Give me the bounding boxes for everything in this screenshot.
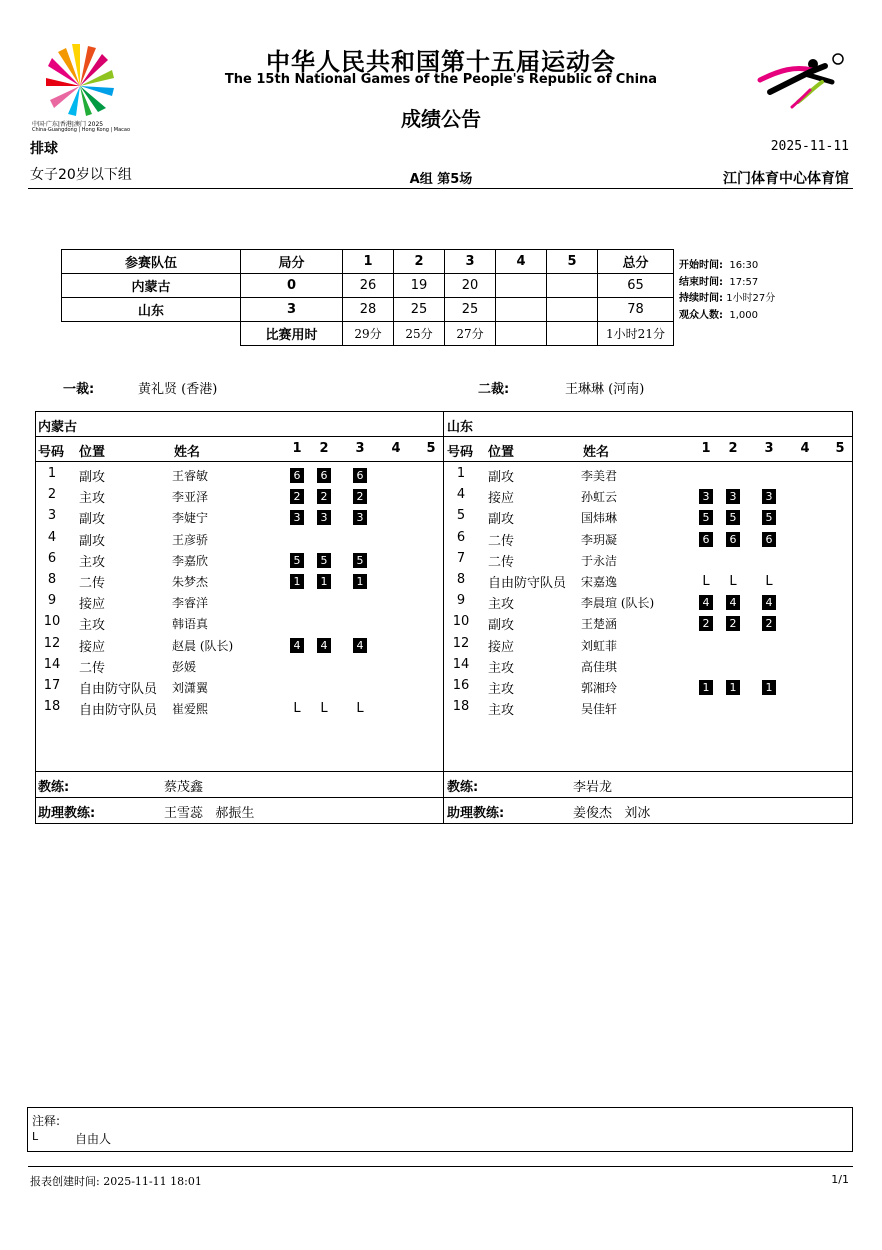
- footer-divider: [28, 1166, 853, 1167]
- starting-position-badge: 3: [726, 489, 740, 504]
- second-referee: 王琳琳 (河南): [565, 382, 645, 397]
- starting-position-badge: 2: [726, 616, 740, 631]
- player-number: 12: [452, 635, 470, 651]
- player-number: 8: [456, 572, 466, 587]
- player-name: 宋嘉逸: [581, 575, 618, 589]
- audience-count: 观众人数: 1,000: [679, 309, 758, 321]
- score-set-4: [496, 298, 547, 322]
- player-position: 副攻: [79, 470, 106, 485]
- starting-position-badge: 3: [290, 510, 304, 525]
- player-number: 7: [456, 550, 466, 566]
- event-category: 女子20岁以下组: [30, 167, 132, 183]
- player-position: 主攻: [488, 597, 515, 613]
- header-set-1: 1: [343, 250, 394, 274]
- player-number: 17: [43, 678, 61, 693]
- starting-position-badge: 1: [353, 574, 367, 589]
- starting-position-badge: 4: [726, 595, 740, 610]
- player-position: 副攻: [79, 533, 106, 549]
- libero-mark: L: [765, 574, 773, 589]
- player-name: 朱梦杰: [172, 575, 209, 589]
- player-position: 二传: [79, 660, 106, 676]
- starting-position-badge: 1: [726, 680, 740, 695]
- player-number: 18: [452, 699, 470, 715]
- score-set-3: 25: [445, 298, 496, 322]
- header-divider: [28, 188, 853, 189]
- header-team: 参赛队伍: [62, 250, 241, 274]
- player-position: 接应: [79, 597, 106, 613]
- starting-position-badge: 5: [726, 510, 740, 525]
- starting-position-badge: 3: [699, 489, 713, 504]
- starting-position-badge: 6: [699, 532, 713, 547]
- starting-position-badge: 1: [699, 680, 713, 695]
- starting-position-badge: 3: [317, 510, 331, 525]
- page-number: 1/1: [831, 1173, 849, 1186]
- header-set-2: 2: [394, 250, 445, 274]
- starting-position-badge: 5: [317, 553, 331, 568]
- logo-caption-en: China·Guangdong | Hong Kong | Macao: [32, 127, 131, 133]
- starting-position-badge: 6: [290, 468, 304, 483]
- starting-position-badge: 4: [317, 638, 331, 653]
- player-position: 自由防守队员: [79, 703, 158, 719]
- score-table: [61, 249, 674, 346]
- starting-position-badge: 4: [353, 638, 367, 653]
- roster-team-name: 内蒙古: [38, 420, 78, 435]
- starting-position-badge: 4: [762, 595, 776, 610]
- coach-name: 蔡茂鑫: [164, 780, 204, 795]
- player-position: 自由防守队员: [79, 682, 158, 697]
- player-position: 自由防守队员: [488, 576, 567, 591]
- first-referee: 黄礼贤 (香港): [138, 382, 218, 397]
- coach-label: 教练:: [38, 780, 70, 795]
- starting-position-badge: 6: [762, 532, 776, 547]
- starting-position-badge: 1: [317, 574, 331, 589]
- duration-row: [62, 322, 674, 346]
- starting-position-badge: 5: [762, 510, 776, 525]
- player-position: 副攻: [488, 618, 515, 634]
- assistant-coach-label: 助理教练:: [447, 806, 505, 821]
- score-set-3: 20: [445, 274, 496, 298]
- duration-set-1: 29分: [343, 322, 394, 346]
- header-set-5: 5: [835, 441, 845, 456]
- player-number: 4: [456, 487, 466, 503]
- player-position: 接应: [488, 491, 515, 507]
- roster-header-divider: [35, 461, 852, 462]
- player-number: 1: [47, 466, 57, 481]
- player-name: 韩语真: [172, 617, 209, 632]
- match-duration: 持续时间: 1小时27分: [679, 293, 776, 304]
- header-set-3: 3: [764, 441, 774, 456]
- player-name: 吴佳轩: [581, 702, 618, 717]
- player-name: 李嘉欣: [172, 553, 209, 568]
- libero-mark: L: [293, 701, 301, 717]
- roster-coach-divider: [35, 771, 852, 772]
- venue-name: 江门体育中心体育馆: [723, 171, 849, 187]
- score-set-2: 25: [394, 298, 445, 322]
- header-pos: 位置: [488, 445, 515, 460]
- notes-code: L: [32, 1130, 39, 1143]
- libero-mark: L: [702, 574, 710, 589]
- player-name: 刘潇翼: [172, 681, 209, 695]
- player-number: 10: [43, 614, 61, 630]
- starting-position-badge: 3: [762, 489, 776, 504]
- header-set-5: 5: [547, 250, 598, 274]
- starting-position-badge: 6: [726, 532, 740, 547]
- player-position: 主攻: [488, 660, 515, 676]
- duration-total: 1小时21分: [598, 322, 674, 346]
- starting-position-badge: 4: [699, 595, 713, 610]
- player-number: 3: [47, 508, 57, 524]
- group-match: A组 第5场: [409, 172, 473, 187]
- header-pos: 位置: [79, 445, 106, 460]
- header-total: 总分: [598, 250, 674, 274]
- roster-middle-divider: [443, 411, 444, 823]
- score-total: 78: [598, 298, 674, 322]
- header-name: 姓名: [174, 445, 201, 460]
- assistant-coach-label: 助理教练:: [38, 806, 96, 821]
- score-header-row: [62, 250, 674, 274]
- games-title-cn: 中华人民共和国第十五届运动会: [266, 48, 616, 76]
- player-position: 主攻: [488, 703, 515, 719]
- header-name: 姓名: [583, 445, 610, 460]
- score-set-5: [547, 274, 598, 298]
- roster-assistant-divider: [35, 797, 852, 798]
- player-name: 王彦骄: [172, 532, 209, 547]
- duration-set-4: [496, 322, 547, 346]
- sport-name: 排球: [30, 141, 58, 157]
- player-name: 李亚泽: [172, 490, 209, 505]
- header-sets: 局分: [241, 250, 343, 274]
- header-set-2: 2: [319, 441, 329, 456]
- player-position: 主攻: [79, 618, 106, 634]
- coach-name: 李岩龙: [573, 780, 613, 795]
- score-total: 65: [598, 274, 674, 298]
- roster-teamname-divider: [35, 436, 852, 437]
- match-date: 2025-11-11: [770, 139, 849, 154]
- starting-position-badge: 1: [762, 680, 776, 695]
- libero-mark: L: [320, 701, 328, 717]
- player-number: 5: [456, 508, 466, 524]
- player-number: 8: [47, 572, 57, 587]
- player-name: 李睿洋: [172, 596, 209, 611]
- header-set-3: 3: [355, 441, 365, 456]
- player-position: 副攻: [488, 470, 515, 485]
- player-number: 12: [43, 635, 61, 651]
- player-position: 副攻: [79, 512, 106, 528]
- player-name: 李婕宁: [172, 511, 209, 526]
- player-number: 14: [452, 656, 470, 672]
- player-name: 李玥凝: [581, 532, 618, 547]
- starting-position-badge: 1: [290, 574, 304, 589]
- starting-position-badge: 3: [353, 510, 367, 525]
- score-sets-won: 3: [241, 298, 343, 322]
- logo-caption: 中国·广东|香港|澳门 2025: [32, 121, 104, 128]
- score-row-team-a: [62, 274, 674, 298]
- player-number: 16: [452, 678, 470, 693]
- notes-box: [27, 1107, 853, 1152]
- header-set-2: 2: [728, 441, 738, 456]
- player-number: 6: [456, 529, 466, 545]
- games-title-en: The 15th National Games of the People's Republic of China: [224, 72, 658, 87]
- assistant-coach-names: 姜俊杰 刘冰: [573, 806, 651, 821]
- header-set-3: 3: [445, 250, 496, 274]
- score-set-5: [547, 298, 598, 322]
- header-set-1: 1: [701, 441, 711, 456]
- player-number: 18: [43, 699, 61, 715]
- player-number: 4: [47, 529, 57, 545]
- starting-position-badge: 2: [290, 489, 304, 504]
- player-name: 赵晨 (队长): [172, 638, 234, 653]
- starting-position-badge: 2: [699, 616, 713, 631]
- score-set-4: [496, 274, 547, 298]
- score-row-team-b: [62, 298, 674, 322]
- player-position: 主攻: [488, 682, 515, 697]
- libero-mark: L: [356, 701, 364, 717]
- player-name: 彭媛: [172, 659, 197, 674]
- roster-team-name: 山东: [447, 420, 474, 435]
- player-number: 2: [47, 487, 57, 503]
- starting-position-badge: 4: [290, 638, 304, 653]
- score-set-1: 26: [343, 274, 394, 298]
- duration-spacer: [62, 322, 241, 346]
- starting-position-badge: 5: [290, 553, 304, 568]
- header-set-4: 4: [800, 441, 810, 456]
- duration-set-2: 25分: [394, 322, 445, 346]
- starting-position-badge: 5: [353, 553, 367, 568]
- starting-position-badge: 2: [762, 616, 776, 631]
- coach-label: 教练:: [447, 780, 479, 795]
- score-sets-won: 0: [241, 274, 343, 298]
- player-name: 孙虹云: [581, 490, 618, 505]
- player-name: 王楚涵: [581, 617, 618, 632]
- timing-info: [679, 258, 775, 324]
- start-time: 开始时间: 16:30: [679, 260, 759, 271]
- player-number: 10: [452, 614, 470, 630]
- end-time: 结束时间: 17:57: [679, 276, 759, 288]
- score-team-name: 内蒙古: [62, 274, 241, 298]
- starting-position-badge: 6: [353, 468, 367, 483]
- assistant-coach-names: 王雪蕊 郝振生: [164, 806, 255, 821]
- player-number: 6: [47, 550, 57, 566]
- player-name: 崔爱熙: [172, 702, 209, 717]
- report-created-time: 报表创建时间: 2025-11-11 18:01: [30, 1175, 202, 1188]
- player-position: 二传: [488, 554, 515, 570]
- player-position: 接应: [488, 639, 515, 655]
- player-name: 李美君: [581, 469, 618, 483]
- starting-position-badge: 5: [699, 510, 713, 525]
- player-name: 王睿敏: [172, 469, 209, 483]
- header-set-4: 4: [391, 441, 401, 456]
- libero-mark: L: [729, 574, 737, 589]
- second-referee-label: 二裁:: [478, 382, 510, 397]
- player-number: 14: [43, 656, 61, 672]
- player-name: 于永洁: [581, 553, 618, 568]
- header-set-5: 5: [426, 441, 436, 456]
- player-name: 郭湘玲: [581, 681, 618, 695]
- starting-position-badge: 2: [317, 489, 331, 504]
- header-no: 号码: [447, 445, 474, 460]
- first-referee-label: 一裁:: [63, 382, 95, 397]
- score-set-2: 19: [394, 274, 445, 298]
- starting-position-badge: 6: [317, 468, 331, 483]
- duration-set-3: 27分: [445, 322, 496, 346]
- player-position: 接应: [79, 639, 106, 655]
- results-bulletin-title: 成绩公告: [401, 107, 481, 131]
- header-set-4: 4: [496, 250, 547, 274]
- notes-label: 注释:: [32, 1114, 61, 1128]
- player-position: 副攻: [488, 512, 515, 528]
- player-number: 9: [456, 593, 466, 609]
- header-set-1: 1: [292, 441, 302, 456]
- player-name: 高佳琪: [581, 659, 618, 674]
- player-number: 1: [456, 466, 466, 481]
- duration-label: 比赛用时: [241, 322, 343, 346]
- player-name: 刘虹菲: [581, 638, 618, 653]
- player-position: 二传: [488, 533, 515, 549]
- duration-set-5: [547, 322, 598, 346]
- header-no: 号码: [38, 445, 65, 460]
- player-number: 9: [47, 593, 57, 609]
- starting-position-badge: 2: [353, 489, 367, 504]
- score-team-name: 山东: [62, 298, 241, 322]
- notes-text: 自由人: [75, 1132, 112, 1146]
- player-position: 主攻: [79, 554, 106, 570]
- player-position: 主攻: [79, 491, 106, 507]
- player-name: 国炜琳: [581, 511, 618, 526]
- player-position: 二传: [79, 576, 106, 591]
- player-name: 李晨瑄 (队长): [581, 596, 655, 611]
- score-set-1: 28: [343, 298, 394, 322]
